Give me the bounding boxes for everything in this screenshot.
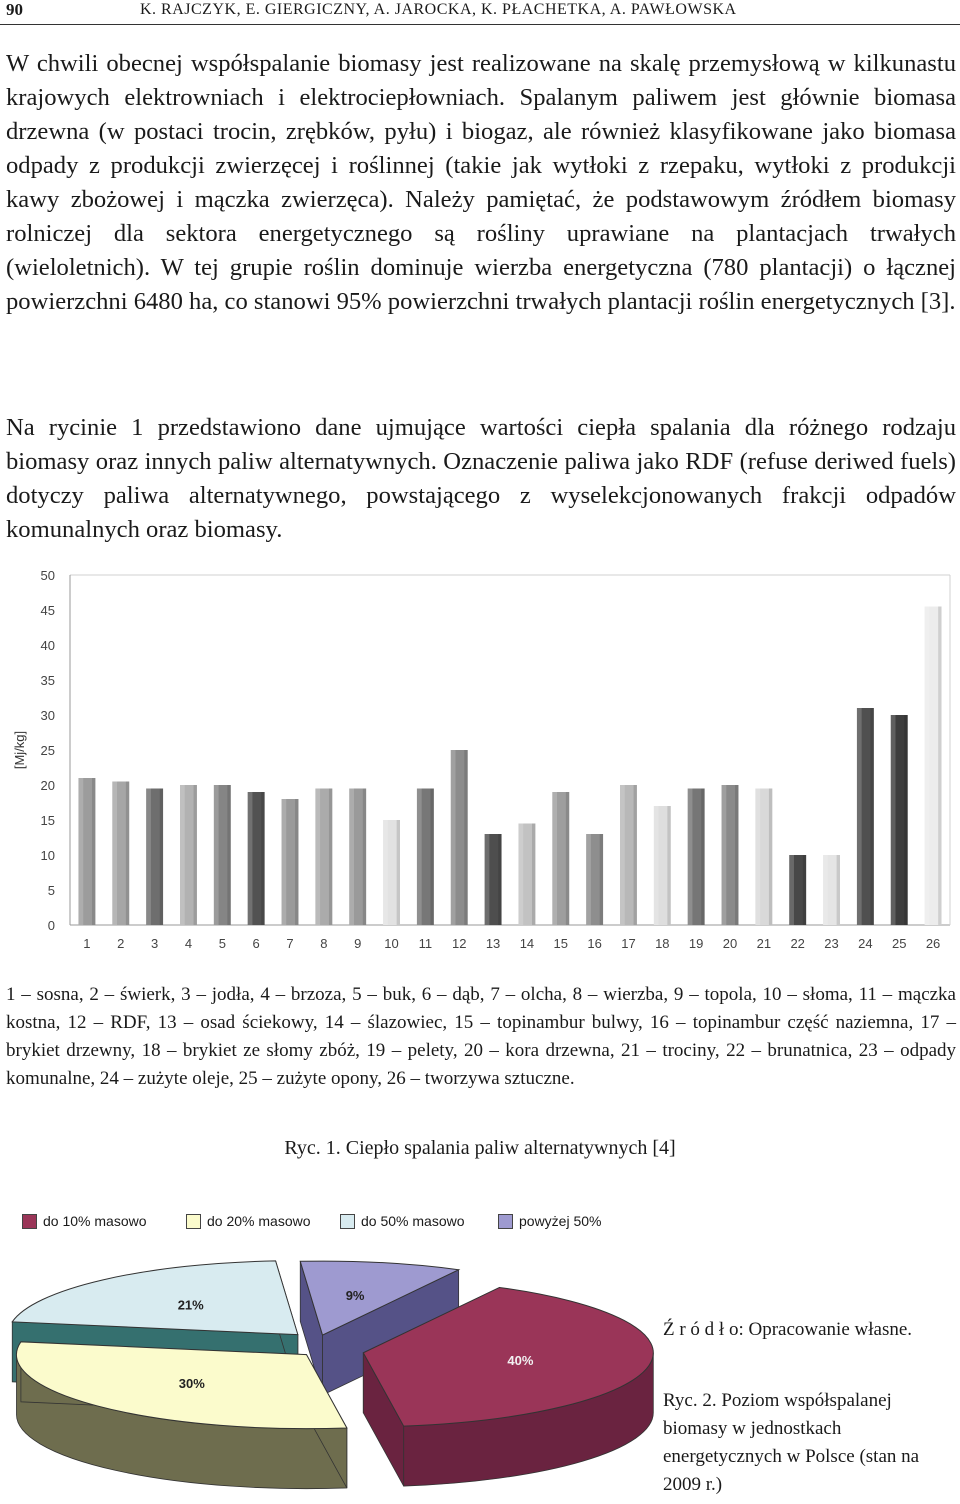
y-tick-label: 50 (40, 568, 55, 583)
x-tick-label: 12 (451, 936, 467, 951)
bar-shade (363, 789, 366, 926)
x-tick-label: 13 (485, 936, 501, 951)
bar-16 (586, 834, 603, 925)
bar-highlight (586, 834, 591, 925)
legend-swatch (498, 1214, 513, 1229)
bar-shade (532, 824, 535, 926)
paragraph-1: W chwili obecnej współspalanie biomasy jest realizowane na skalę przemysłową w kilkunastu krajowych elektrowniach i elektrociepłowniach. Spalanym paliwem jest głównie biomasa drzewna (w postaci trocin, zrębków, pyłu) i biogaz, ale również klasyfikowane jako biomasa odpady z produkcji zwierzęcej i roślinnej (takie jak wytłoki z rzepaku, wytłoki z produkcji kawy zbożowej i mączka zwierzęca). Należy pamiętać, że podstawowym źródłem biomasy rolniczej dla sektora energetycznego są rośliny uprawiane na plantacjach trwałych (wieloletnich). W tej grupie roślin dominuje wierzba energetyczna (780 plantacji) o łącznej powierzchni 6480 ha, co stanowi 95% powierzchni trwałych plantacji roślin energetycznych [3]. (6, 50, 956, 315)
legend-item-10 (22, 1210, 147, 1232)
x-tick-label: 5 (218, 936, 226, 951)
bar-shade (667, 806, 670, 925)
x-tick-label: 20 (722, 936, 738, 951)
legend-swatch (340, 1214, 355, 1229)
x-tick-label: 15 (553, 936, 569, 951)
bar-14 (518, 824, 535, 926)
figure1-legend-text: 1 – sosna, 2 – świerk, 3 – jodła, 4 – brzoza, 5 – buk, 6 – dąb, 7 – olcha, 8 – wierzba, 9 – topola, 10 – słoma, 11 – mączka kostna, 12 – RDF, 13 – osad ściekowy, 14 – ślazowiec, 15 – topinambur bulwy, 16 – topinambur część naziemna, 17 – brykiet drzewny, 18 – brykiet ze słomy zbóż, 19 – pelety, 20 – kora drzewna, 21 – trociny, 22 – brunatnica, 23 – odpady komunalne, 24 – zużyte oleje, 25 – zużyte opony, 26 – tworzywa sztuczne. (6, 984, 956, 1089)
bar-shade (261, 792, 264, 925)
x-tick-label: 7 (286, 936, 294, 951)
bar-shade (329, 789, 332, 926)
bar-highlight (857, 708, 862, 925)
bar-13 (485, 834, 502, 925)
y-tick-label: 45 (40, 603, 55, 618)
bar-highlight (78, 778, 83, 925)
bar-23 (823, 855, 840, 925)
bar-highlight (112, 782, 117, 926)
bar-12 (451, 750, 468, 925)
x-axis (83, 936, 940, 951)
bar-highlight (688, 789, 693, 926)
x-tick-label: 1 (83, 936, 91, 951)
slice-value-label: 30% (178, 1375, 205, 1391)
bar-highlight (282, 799, 287, 925)
bar-highlight (789, 855, 794, 925)
x-tick-label: 18 (655, 936, 670, 951)
bar-shade (397, 820, 400, 925)
bar-highlight (349, 789, 354, 926)
x-tick-label: 6 (252, 936, 260, 951)
x-tick-label: 9 (354, 936, 362, 951)
legend-item-20 (186, 1210, 311, 1232)
bar-24 (857, 708, 874, 925)
bar-shade (634, 785, 637, 925)
bar-19 (688, 789, 705, 926)
page-header (0, 0, 960, 26)
bar-highlight (315, 789, 320, 926)
bar-2 (112, 782, 129, 926)
bar-5 (214, 785, 231, 925)
bar-highlight (146, 789, 151, 926)
legend-label: powyżej 50% (519, 1213, 602, 1229)
bar-15 (552, 792, 569, 925)
page-number: 90 (6, 0, 23, 19)
x-tick-label: 23 (824, 936, 839, 951)
y-tick-label: 25 (40, 743, 55, 758)
bar-9 (349, 789, 366, 926)
bar-highlight (925, 607, 930, 926)
y-tick-label: 0 (47, 918, 55, 933)
bar-6 (248, 792, 265, 925)
bar-shade (464, 750, 467, 925)
x-tick-label: 4 (184, 936, 193, 951)
bar-highlight (248, 792, 253, 925)
slice-value-label: 40% (507, 1352, 534, 1368)
legend-item-above-50 (498, 1210, 602, 1232)
bar-highlight (485, 834, 490, 925)
bar-highlight (417, 789, 422, 926)
bar-shade (126, 782, 129, 926)
bar-21 (755, 789, 772, 926)
figure1-title: Ryc. 1. Ciepło spalania paliw alternatywnych [4] (284, 1137, 676, 1159)
x-tick-label: 10 (384, 936, 399, 951)
bar-highlight (552, 792, 557, 925)
figure2-title: Ryc. 2. Poziom współspalanej biomasy w jednostkach energetycznych w Polsce (stan na 2009 r.) (663, 1390, 920, 1495)
bar-26 (925, 607, 942, 926)
y-axis (41, 568, 55, 933)
legend-label: do 50% masowo (361, 1213, 465, 1229)
y-tick-label: 35 (40, 673, 55, 688)
bar-highlight (383, 820, 388, 925)
x-tick-label: 21 (756, 936, 772, 951)
bar-shade (769, 789, 772, 926)
y-axis-label: [Mj/kg] (12, 730, 27, 770)
bar-shade (837, 855, 840, 925)
bar-highlight (180, 785, 185, 925)
header-rule (0, 24, 960, 25)
bar-10 (383, 820, 400, 925)
bar-22 (789, 855, 806, 925)
bar-18 (654, 806, 671, 925)
bar-highlight (823, 855, 828, 925)
bar-shade (735, 785, 738, 925)
x-tick-label: 14 (519, 936, 535, 951)
bar-highlight (722, 785, 727, 925)
x-tick-label: 3 (150, 936, 159, 951)
bar-7 (282, 799, 299, 925)
bar-17 (620, 785, 637, 925)
y-tick-label: 30 (40, 708, 55, 723)
y-tick-label: 15 (40, 813, 55, 828)
x-tick-label: 8 (320, 936, 328, 951)
slice-value-label: 21% (177, 1297, 204, 1313)
legend-item-50 (340, 1210, 465, 1232)
x-tick-label: 24 (858, 936, 873, 951)
legend-swatch (22, 1214, 37, 1229)
x-tick-label: 16 (587, 936, 602, 951)
bar-8 (315, 789, 332, 926)
y-tick-label: 10 (40, 848, 55, 863)
bar-3 (146, 789, 163, 926)
y-tick-label: 5 (47, 883, 55, 898)
legend-label: do 10% masowo (43, 1213, 147, 1229)
x-tick-label: 22 (790, 936, 805, 951)
bar-highlight (891, 715, 896, 925)
legend-label: do 20% masowo (207, 1213, 311, 1229)
running-title: K. RAJCZYK, E. GIERGICZNY, A. JAROCKA, K. PŁACHETKA, A. PAWŁOWSKA (140, 1, 737, 18)
bar-shade (430, 789, 433, 926)
bar-20 (722, 785, 739, 925)
bar-shade (194, 785, 197, 925)
bar-1 (78, 778, 95, 925)
bar-shade (938, 607, 941, 926)
bar-highlight (620, 785, 625, 925)
bar-shade (600, 834, 603, 925)
slice-value-label: 9% (345, 1288, 365, 1304)
pie-chart (0, 1250, 660, 1504)
paragraph-2: Na rycinie 1 przedstawiono dane ujmujące wartości ciepła spalania dla różnego rodzaju biomasy oraz innych paliw alternatywnych. Oznaczenie paliwa jako RDF (refuse deriwed fuels) dotyczy paliwa alternatywnego, powstającego z wyselekcjonowanych frakcji odpadów komunalnych oraz biomasy. (6, 414, 956, 543)
bar-shade (566, 792, 569, 925)
bar-shade (160, 789, 163, 926)
figure2-source: Ź r ó d ł o: Opracowanie własne. (663, 1319, 913, 1340)
x-tick-label: 19 (688, 936, 704, 951)
bar-highlight (518, 824, 523, 926)
x-tick-label: 17 (621, 936, 636, 951)
bar-series (78, 607, 941, 926)
pie-slice-2 (16, 1342, 346, 1489)
bar-shade (904, 715, 907, 925)
bar-shade (498, 834, 501, 925)
bar-11 (417, 789, 434, 926)
bar-chart (0, 560, 960, 960)
bar-shade (92, 778, 95, 925)
x-tick-label: 11 (418, 936, 433, 951)
bar-highlight (214, 785, 219, 925)
x-tick-label: 25 (891, 936, 907, 951)
bar-shade (870, 708, 873, 925)
bar-highlight (451, 750, 456, 925)
x-tick-label: 2 (117, 936, 125, 951)
y-tick-label: 40 (40, 638, 55, 653)
bar-highlight (755, 789, 760, 926)
bar-highlight (654, 806, 659, 925)
bar-shade (701, 789, 704, 926)
pie-legend (22, 1210, 662, 1232)
legend-swatch (186, 1214, 201, 1229)
x-tick-label: 26 (925, 936, 941, 951)
bar-shade (227, 785, 230, 925)
bar-25 (891, 715, 908, 925)
bar-4 (180, 785, 197, 925)
bar-shade (295, 799, 298, 925)
y-tick-label: 20 (40, 778, 55, 793)
slice-top (12, 1261, 298, 1335)
bar-shade (803, 855, 806, 925)
